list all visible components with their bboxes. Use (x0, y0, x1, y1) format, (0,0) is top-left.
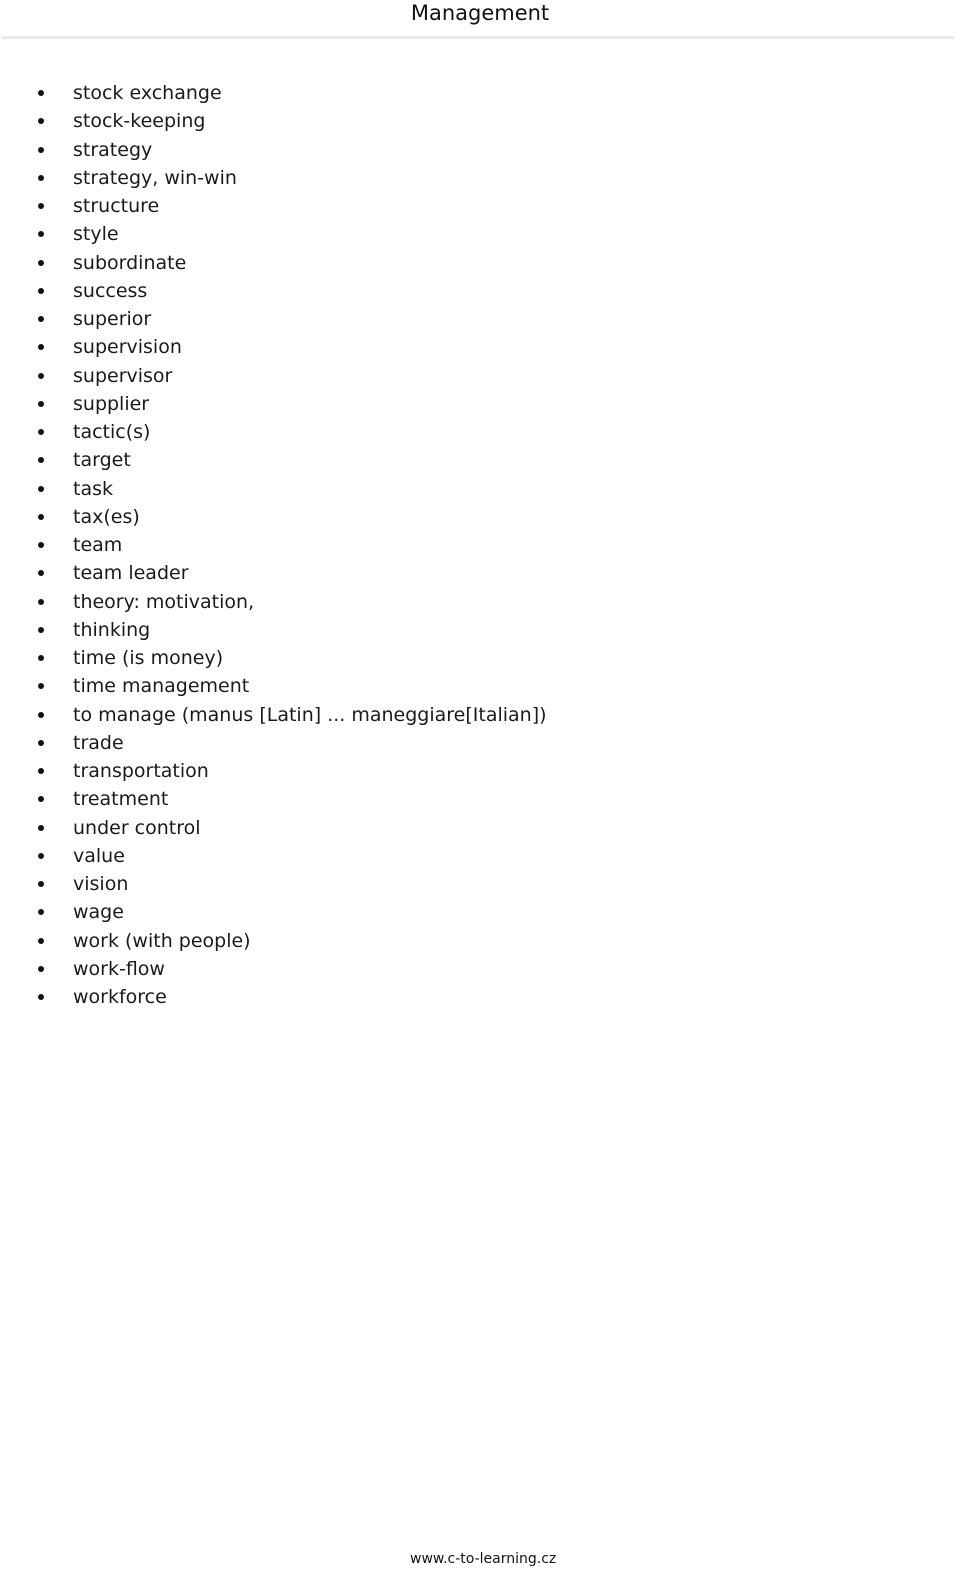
list-item-label: team (73, 534, 123, 556)
bullet-icon (38, 627, 44, 633)
bullet-icon (38, 853, 44, 859)
bullet-icon (38, 401, 44, 407)
bullet-icon (38, 909, 44, 915)
list-item-label: time management (73, 675, 250, 698)
list-item-label: vision (73, 873, 129, 895)
bullet-icon (38, 514, 44, 520)
bullet-icon (38, 344, 44, 350)
bullet-icon (38, 683, 44, 689)
list-item-label: tactic(s) (73, 421, 151, 443)
list-item-label: time (is money) (73, 647, 224, 669)
bullet-icon (38, 938, 44, 944)
list-item-label: tax(es) (73, 505, 140, 528)
bullet-icon (38, 796, 44, 802)
list-item-label: value (73, 844, 125, 867)
bullet-icon (38, 316, 44, 322)
list-item-label: strategy, win-win (73, 166, 237, 189)
list-item-label: stock-keeping (73, 110, 206, 133)
bullet-icon (38, 118, 44, 124)
list-item-label: to manage (manus [Latin] ... maneggiare[Italian]) (73, 703, 547, 726)
list-item-label: structure (73, 195, 160, 217)
list-item-label: work (with people) (73, 929, 251, 952)
bullet-icon (38, 90, 44, 96)
page-title: Management (410, 1, 550, 25)
list-item-label: strategy (73, 138, 153, 161)
bullet-icon (38, 599, 44, 605)
list-item-label: subordinate (73, 251, 187, 274)
bullet-icon (38, 231, 44, 237)
bullet-icon (38, 147, 44, 153)
bullet-icon (38, 966, 44, 972)
bullet-icon (38, 740, 44, 746)
bullet-icon (38, 260, 44, 266)
list-item-label: workforce (73, 986, 167, 1008)
list-item-label: work-flow (73, 957, 165, 980)
bullet-icon (38, 203, 44, 209)
bullet-icon (38, 542, 44, 548)
bullet-icon (38, 288, 44, 294)
bullet-icon (38, 994, 44, 1000)
list-item-label: superior (73, 308, 152, 330)
list-item-label: trade (73, 731, 124, 754)
bullet-icon (38, 712, 44, 718)
bullet-icon (38, 655, 44, 661)
bullet-icon (38, 457, 44, 463)
list-item-label: thinking (73, 618, 151, 641)
list-item-label: supplier (73, 392, 150, 415)
bullet-icon (38, 768, 44, 774)
bullet-icon (38, 881, 44, 887)
list-item-label: task (73, 477, 113, 500)
list-item-label: success (73, 279, 148, 302)
list-item-label: stock exchange (73, 82, 222, 104)
title-divider (2, 36, 954, 39)
list-item-label: style (73, 223, 119, 246)
list-item-label: transportation (73, 760, 209, 782)
bullet-icon (38, 570, 44, 576)
list-item-label: team leader (73, 562, 189, 585)
bullet-icon (38, 175, 44, 181)
list-item-label: target (73, 449, 131, 472)
bullet-icon (38, 429, 44, 435)
list-item-label: treatment (73, 788, 169, 811)
list-item-label: wage (73, 901, 124, 924)
bullet-icon (38, 373, 44, 379)
footer-url: www.c-to-learning.cz (410, 1551, 557, 1567)
list-item-label: theory: motivation, (73, 590, 255, 613)
bullet-icon (38, 825, 44, 831)
bullet-icon (38, 486, 44, 492)
list-item-label: under control (73, 816, 201, 839)
list-item-label: supervisor (73, 364, 173, 387)
list-item-label: supervision (73, 336, 182, 359)
